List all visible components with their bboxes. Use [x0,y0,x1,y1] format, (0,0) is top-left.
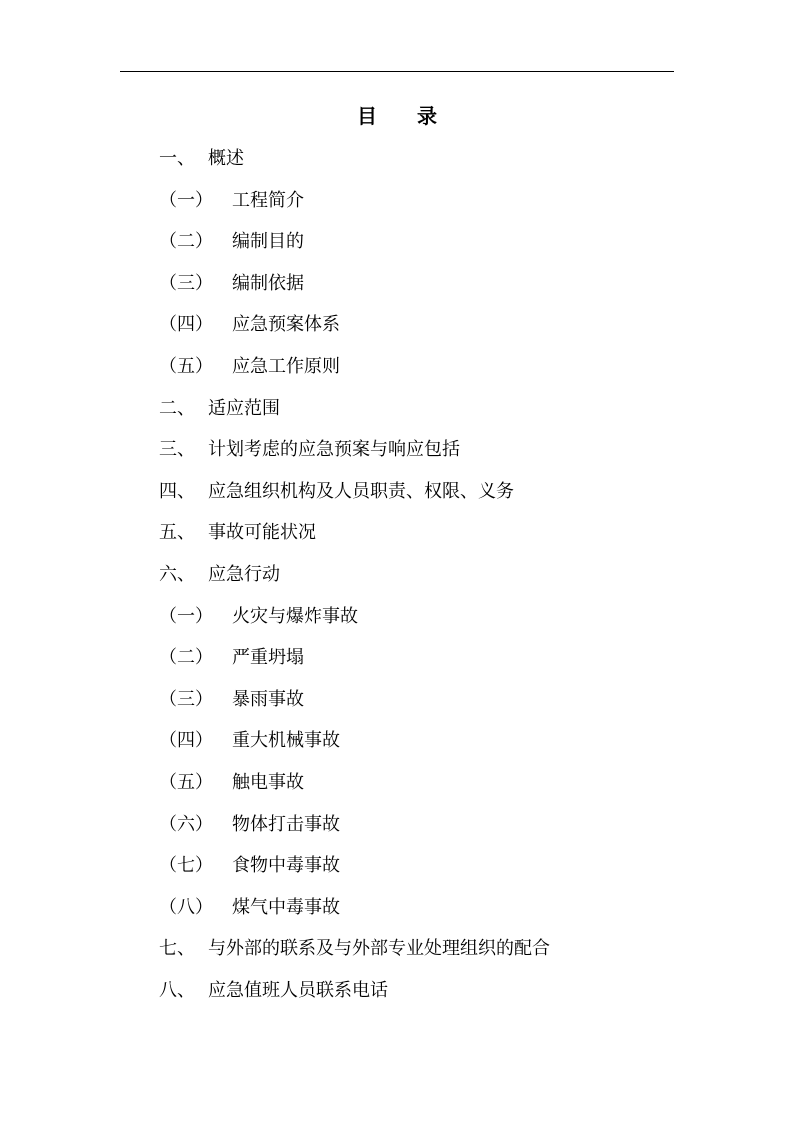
toc-entry-text: 火灾与爆炸事故 [232,605,358,627]
header-rule [120,71,674,72]
toc-entry [0,388,793,430]
toc-entry-number: （八） [159,896,213,918]
toc-subentry [0,679,793,721]
toc-subentry [0,845,793,887]
toc-entry-text: 应急组织机构及人员职责、权限、义务 [208,480,514,502]
toc-subentry [0,720,793,762]
toc-entry-text: 编制目的 [232,231,304,253]
toc-subentry [0,596,793,638]
toc-entry-number: （三） [159,272,213,294]
toc-entry-text: 触电事故 [232,771,304,793]
toc-entry-text: 编制依据 [232,272,304,294]
toc-subentry [0,637,793,679]
toc-entry-text: 应急工作原则 [232,355,340,377]
toc-entry-text: 适应范围 [208,397,280,419]
toc-entry-text: 物体打击事故 [232,813,340,835]
toc-entry [0,471,793,513]
toc-entry-text: 应急预案体系 [232,314,340,336]
toc-entry-number: （五） [159,355,213,377]
toc-subentry [0,762,793,804]
toc-entry-number: 七、 [159,938,195,960]
toc-subentry [0,180,793,222]
toc-entry-number: （七） [159,855,213,877]
toc-entry-number: （一） [159,605,213,627]
toc-entry-text: 煤气中毒事故 [232,896,340,918]
toc-entry-number: （二） [159,647,213,669]
toc-entry-number: （五） [159,771,213,793]
toc-entry-text: 暴雨事故 [232,688,304,710]
toc-entry [0,512,793,554]
toc-entry-text: 与外部的联系及与外部专业处理组织的配合 [208,938,550,960]
toc-entry-text: 应急行动 [208,563,280,585]
toc-entry-text: 食物中毒事故 [232,855,340,877]
toc-entry-text: 重大机械事故 [232,730,340,752]
toc-subentry [0,304,793,346]
toc-entry-number: 四、 [159,480,195,502]
toc-entry-text: 计划考虑的应急预案与响应包括 [208,439,460,461]
toc-subentry [0,346,793,388]
toc-entry-text: 工程简介 [232,189,304,211]
toc-subentry [0,887,793,929]
toc-entry [0,928,793,970]
toc-entry-text: 概述 [208,148,244,169]
toc-entry-number: （四） [159,314,213,336]
toc-title: 目录 [357,104,477,128]
toc-entry-number: （二） [159,231,213,253]
toc-entry [0,138,793,180]
toc-subentry [0,221,793,263]
toc-entry-number: 五、 [159,522,195,544]
toc-entry-number: 八、 [159,979,195,1001]
toc-entry-number: 三、 [159,439,195,461]
toc-entry-number: （三） [159,688,213,710]
toc-entry-number: 二、 [159,397,195,419]
toc-entry-text: 应急值班人员联系电话 [208,979,388,1001]
toc-entry-text: 事故可能状况 [208,522,316,544]
toc-entry-number: 一、 [159,148,195,169]
toc-entry [0,970,793,1012]
toc-subentry [0,804,793,846]
toc-entry-number: （四） [159,730,213,752]
toc-entry [0,429,793,471]
toc-entry-number: （六） [159,813,213,835]
toc-entry-number: （一） [159,189,213,211]
toc-entry-number: 六、 [159,563,195,585]
toc-subentry [0,263,793,305]
toc-list [0,138,793,1011]
toc-entry-text: 严重坍塌 [232,647,304,669]
toc-entry [0,554,793,596]
